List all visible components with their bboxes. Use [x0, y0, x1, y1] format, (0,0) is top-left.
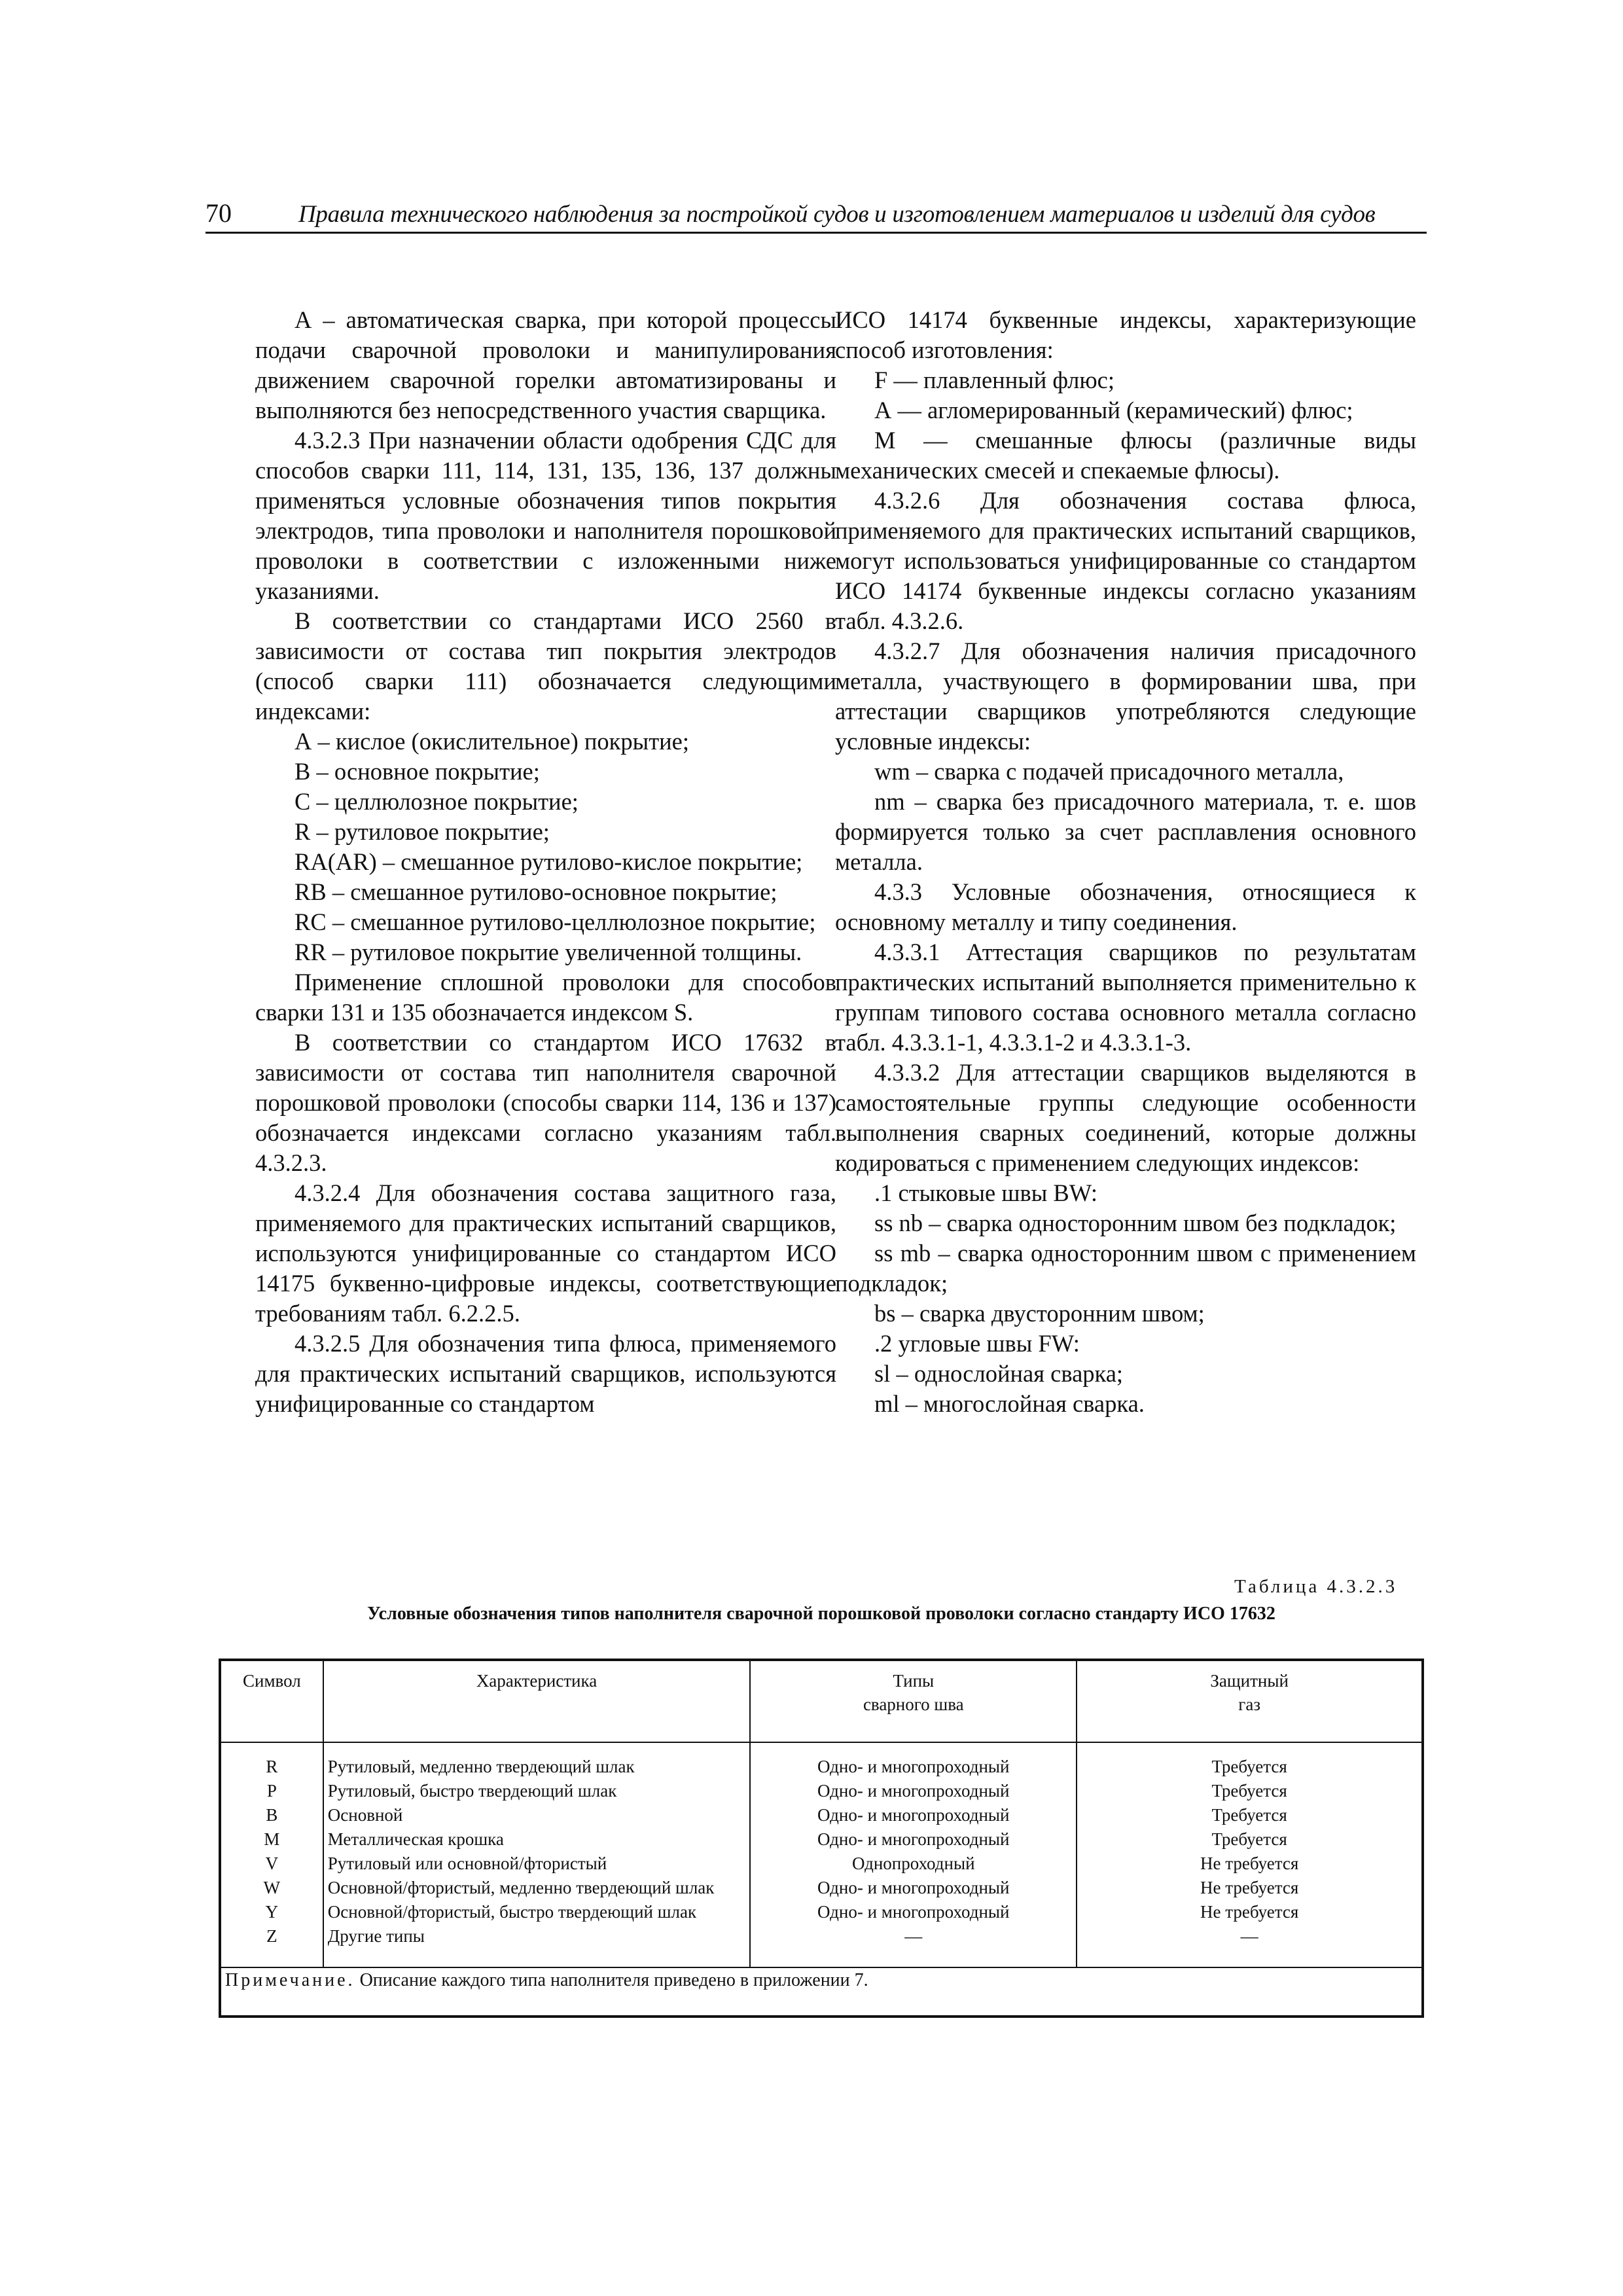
- paragraph: 4.3.2.3 При назначении области одобрения СДС для способов сварки 111, 114, 131, 135, 136, 137 должны применяться условные обозначения типов покрытия электродов, типа проволоки и наполнителя порошковой проволоки в соответствии с изложенными ниже указаниями.: [255, 427, 836, 604]
- cell-characteristic: Рутиловый или основной/фтористый: [323, 1852, 750, 1876]
- paragraph: bs – сварка двусторонним швом;: [874, 1300, 1205, 1327]
- table-row: [220, 1852, 1423, 1876]
- paragraph: В – основное покрытие;: [294, 758, 540, 785]
- note-text: Описание каждого типа наполнителя приведено в приложении 7.: [355, 1970, 868, 1990]
- paragraph: R – рутиловое покрытие;: [294, 818, 550, 845]
- paragraph: .2 угловые швы FW:: [874, 1330, 1080, 1357]
- header-gas-line1: Защитный: [1210, 1671, 1289, 1691]
- paragraph: А – кислое (окислительное) покрытие;: [294, 728, 690, 755]
- flux-cored-wire-table: [219, 1659, 1424, 2018]
- cell-gas: Требуется: [1077, 1779, 1423, 1803]
- cell-gas: Не требуется: [1077, 1876, 1423, 1900]
- paragraph: ml – многослойная сварка.: [874, 1390, 1145, 1417]
- paragraph: С – целлюлозное покрытие;: [294, 788, 579, 815]
- cell-symbol: Y: [220, 1900, 323, 1924]
- page-header: [205, 195, 1427, 234]
- cell-weld-type: —: [750, 1924, 1077, 1967]
- table-row: [220, 1742, 1423, 1779]
- paragraph: ИСО 14174 буквенные индексы, характеризующие способ изготовления:: [835, 306, 1416, 363]
- cell-symbol: W: [220, 1876, 323, 1900]
- paragraph: 4.3.3 Условные обозначения, относящиеся к основному металлу и типу соединения.: [835, 878, 1416, 935]
- paragraph: 4.3.3.1 Аттестация сварщиков по результатам практических испытаний выполняется применительно к группам типового состава основного металла согласно табл. 4.3.3.1-1, 4.3.3.1-2 и 4.3.3.1-3.: [835, 939, 1416, 1056]
- paragraph: RB – смешанное рутилово-основное покрытие;: [294, 878, 777, 905]
- table-label: Таблица 4.3.2.3: [1234, 1576, 1398, 1597]
- cell-characteristic: Основной/фтористый, быстро твердеющий шлак: [323, 1900, 750, 1924]
- paragraph: В соответствии со стандартом ИСО 17632 в зависимости от состава тип наполнителя сварочной порошковой проволоки (способы сварки 114, 136 и 137) обозначается индексами согласно указаниям табл. 4.3.2.3.: [255, 1029, 836, 1176]
- cell-characteristic: Рутиловый, медленно твердеющий шлак: [323, 1742, 750, 1779]
- cell-symbol: Z: [220, 1924, 323, 1967]
- table-note: [220, 1967, 1423, 2017]
- paragraph: RA(AR) – смешанное рутилово-кислое покрытие;: [294, 848, 803, 875]
- cell-weld-type: Одно- и многопроходный: [750, 1803, 1077, 1827]
- cell-weld-type: Одно- и многопроходный: [750, 1827, 1077, 1852]
- table-note-row: [220, 1967, 1423, 2017]
- paragraph: ss nb – сварка односторонним швом без подкладок;: [874, 1210, 1397, 1236]
- paragraph: М — смешанные флюсы (различные виды механических смесей и спекаемые флюсы).: [835, 427, 1416, 484]
- right-column: [835, 305, 1416, 1419]
- table-row: [220, 1900, 1423, 1924]
- paragraph: В соответствии со стандартами ИСО 2560 в зависимости от состава тип покрытия электродов (способ сварки 111) обозначается следующими индексами:: [255, 607, 836, 725]
- table-header-row: [220, 1660, 1423, 1742]
- paragraph: 4.3.2.5 Для обозначения типа флюса, применяемого для практических испытаний сварщиков, используются унифицированные со стандартом: [255, 1330, 836, 1417]
- running-title: Правила технического наблюдения за постройкой судов и изготовлением материалов и изделий для судов: [298, 201, 1376, 228]
- cell-weld-type: Одно- и многопроходный: [750, 1876, 1077, 1900]
- cell-characteristic: Металлическая крошка: [323, 1827, 750, 1852]
- header-weld-types: [750, 1660, 1077, 1742]
- note-label: Примечание.: [225, 1970, 355, 1990]
- header-weld-types-line2: сварного шва: [863, 1695, 964, 1714]
- table-caption: Условные обозначения типов наполнителя сварочной порошковой проволоки согласно стандарту ИСО 17632: [367, 1604, 1275, 1624]
- paragraph: Применение сплошной проволоки для способов сварки 131 и 135 обозначается индексом S.: [255, 969, 836, 1026]
- header-shielding-gas: [1077, 1660, 1423, 1742]
- paragraph: ss mb – сварка односторонним швом с применением подкладок;: [835, 1240, 1416, 1297]
- table-row: [220, 1803, 1423, 1827]
- cell-characteristic: Основной: [323, 1803, 750, 1827]
- table-row: [220, 1876, 1423, 1900]
- header-weld-types-line1: Типы: [893, 1671, 935, 1691]
- cell-symbol: P: [220, 1779, 323, 1803]
- cell-characteristic: Рутиловый, быстро твердеющий шлак: [323, 1779, 750, 1803]
- paragraph: 4.3.3.2 Для аттестации сварщиков выделяются в самостоятельные группы следующие особенности выполнения сварных соединений, которые должны кодироваться с применением следующих индексов:: [835, 1059, 1416, 1176]
- table-row: [220, 1779, 1423, 1803]
- paragraph: wm – сварка с подачей присадочного металла,: [874, 758, 1344, 785]
- paragraph: RR – рутиловое покрытие увеличенной толщины.: [294, 939, 802, 965]
- paragraph: RC – смешанное рутилово-целлюлозное покрытие;: [294, 908, 816, 935]
- table-row: [220, 1924, 1423, 1967]
- paragraph: .1 стыковые швы BW:: [874, 1179, 1097, 1206]
- table-row: [220, 1827, 1423, 1852]
- paragraph: 4.3.2.6 Для обозначения состава флюса, применяемого для практических испытаний сварщиков, могут использоваться унифицированные со стандартом ИСО 14174 буквенные индексы согласно указаниям табл. 4.3.2.6.: [835, 487, 1416, 634]
- paragraph: А — агломерированный (керамический) флюс;: [874, 397, 1353, 423]
- paragraph: 4.3.2.7 Для обозначения наличия присадочного металла, участвующего в формировании шва, при аттестации сварщиков употребляются следующие условные индексы:: [835, 637, 1416, 755]
- paragraph: А – автоматическая сварка, при которой процессы подачи сварочной проволоки и манипулирования движением сварочной горелки автоматизированы и выполняются без непосредственного участия сварщика.: [255, 306, 836, 423]
- page-number: 70: [205, 198, 232, 228]
- cell-symbol: V: [220, 1852, 323, 1876]
- cell-symbol: B: [220, 1803, 323, 1827]
- cell-weld-type: Одно- и многопроходный: [750, 1742, 1077, 1779]
- cell-gas: —: [1077, 1924, 1423, 1967]
- header-characteristic: Характеристика: [323, 1660, 750, 1742]
- cell-characteristic: Другие типы: [323, 1924, 750, 1967]
- paragraph: F — плавленный флюс;: [874, 367, 1115, 393]
- cell-gas: Не требуется: [1077, 1900, 1423, 1924]
- cell-symbol: M: [220, 1827, 323, 1852]
- cell-characteristic: Основной/фтористый, медленно твердеющий шлак: [323, 1876, 750, 1900]
- paragraph: sl – однослойная сварка;: [874, 1360, 1124, 1387]
- cell-gas: Не требуется: [1077, 1852, 1423, 1876]
- cell-weld-type: Одно- и многопроходный: [750, 1900, 1077, 1924]
- cell-gas: Требуется: [1077, 1827, 1423, 1852]
- cell-weld-type: Одно- и многопроходный: [750, 1779, 1077, 1803]
- header-symbol: Символ: [220, 1660, 323, 1742]
- cell-gas: Требуется: [1077, 1742, 1423, 1779]
- cell-weld-type: Однопроходный: [750, 1852, 1077, 1876]
- paragraph: 4.3.2.4 Для обозначения состава защитного газа, применяемого для практических испытаний сварщиков, используются унифицированные со стандартом ИСО 14175 буквенно-цифровые индексы, соответствующие требованиям табл. 6.2.2.5.: [255, 1179, 836, 1327]
- cell-symbol: R: [220, 1742, 323, 1779]
- cell-gas: Требуется: [1077, 1803, 1423, 1827]
- paragraph: nm – сварка без присадочного материала, т. е. шов формируется только за счет расплавления основного металла.: [835, 788, 1416, 875]
- header-gas-line2: газ: [1238, 1695, 1260, 1714]
- left-column: [255, 305, 836, 1419]
